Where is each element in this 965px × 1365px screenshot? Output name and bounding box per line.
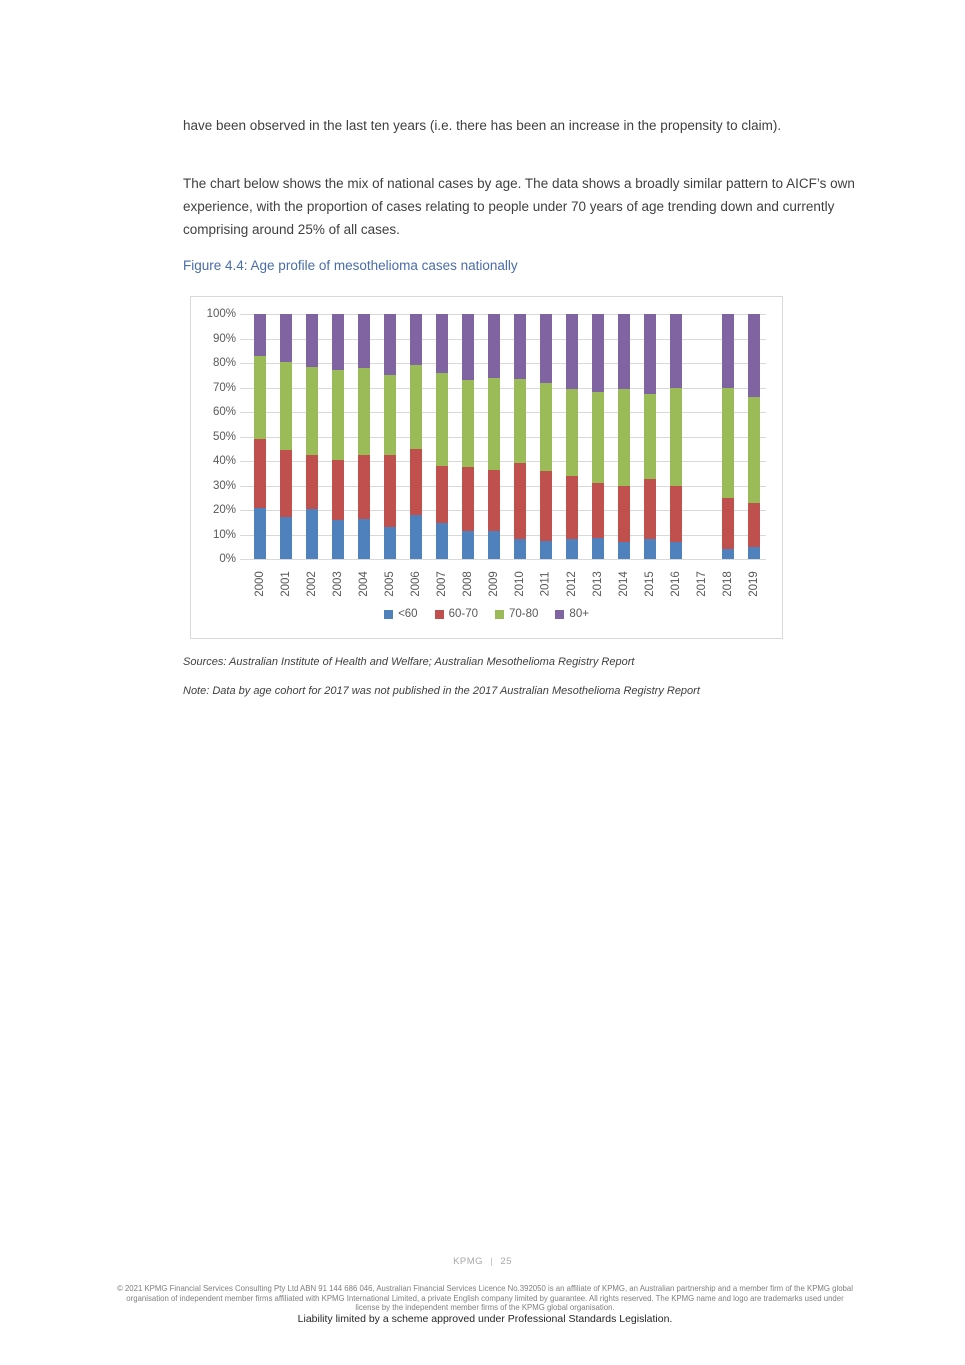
bar-segment-2000-80+ xyxy=(254,314,266,356)
bar-segment-2012-<60 xyxy=(566,539,578,559)
bar-segment-2012-60-70 xyxy=(566,476,578,540)
bar-segment-2004-80+ xyxy=(358,314,370,368)
bar-2003 xyxy=(332,314,344,559)
gridline-20% xyxy=(240,510,766,511)
x-axis-label-2009: 2009 xyxy=(487,571,500,597)
bar-2013 xyxy=(592,314,604,559)
legend-swatch-icon xyxy=(384,610,393,619)
bar-segment-2008-80+ xyxy=(462,314,474,380)
gridline-10% xyxy=(240,535,766,536)
bar-segment-2015-80+ xyxy=(644,314,656,394)
x-axis-label-2005: 2005 xyxy=(383,571,396,597)
bar-segment-2008-70-80 xyxy=(462,380,474,467)
legend-swatch-icon xyxy=(435,610,444,619)
gridline-60% xyxy=(240,412,766,413)
bar-segment-2009-80+ xyxy=(488,314,500,378)
bar-segment-2018-<60 xyxy=(722,549,734,559)
bar-segment-2002-<60 xyxy=(306,509,318,559)
gridline-30% xyxy=(240,486,766,487)
body-paragraph-1: have been observed in the last ten years (i.e. there has been an increase in the propensity to claim). xyxy=(183,118,782,133)
footer-divider: | xyxy=(490,1256,494,1267)
x-axis-label-2015: 2015 xyxy=(643,571,656,597)
bar-segment-2008-<60 xyxy=(462,531,474,559)
bar-segment-2005-60-70 xyxy=(384,455,396,527)
bar-segment-2016-60-70 xyxy=(670,486,682,542)
y-axis-tick-label: 20% xyxy=(212,504,236,516)
bar-segment-2013-60-70 xyxy=(592,483,604,538)
bar-segment-2011-60-70 xyxy=(540,471,552,541)
bar-2017 xyxy=(696,314,708,559)
legend-label: 60-70 xyxy=(448,608,478,620)
x-axis-label-2008: 2008 xyxy=(461,571,474,597)
y-axis-tick-label: 80% xyxy=(212,357,236,369)
bar-segment-2005-<60 xyxy=(384,527,396,559)
bar-segment-2004-60-70 xyxy=(358,455,370,519)
bar-2018 xyxy=(722,314,734,559)
bar-segment-2009-<60 xyxy=(488,531,500,559)
gridline-40% xyxy=(240,461,766,462)
bar-segment-2003-<60 xyxy=(332,520,344,559)
gridline-0% xyxy=(240,559,766,560)
legend-label: 80+ xyxy=(569,608,589,620)
x-axis-label-2016: 2016 xyxy=(669,571,682,597)
bar-segment-2019-60-70 xyxy=(748,503,760,547)
bar-2012 xyxy=(566,314,578,559)
bar-segment-2013-70-80 xyxy=(592,392,604,483)
bar-segment-2010-80+ xyxy=(514,314,526,379)
bar-segment-2004-70-80 xyxy=(358,368,370,455)
footer-page-label xyxy=(0,1256,965,1267)
y-axis-tick-label: 100% xyxy=(206,308,236,320)
x-axis-label-2017: 2017 xyxy=(695,571,708,597)
bar-segment-2014-<60 xyxy=(618,542,630,559)
bar-2005 xyxy=(384,314,396,559)
bar-segment-2011-80+ xyxy=(540,314,552,383)
bar-segment-2002-60-70 xyxy=(306,455,318,509)
bar-segment-2016-80+ xyxy=(670,314,682,388)
bar-segment-2004-<60 xyxy=(358,519,370,559)
legend-item-60-70 xyxy=(435,608,478,620)
x-axis-label-2007: 2007 xyxy=(435,571,448,597)
bar-2011 xyxy=(540,314,552,559)
bar-2010 xyxy=(514,314,526,559)
bar-segment-2019-70-80 xyxy=(748,397,760,502)
bar-segment-2007-80+ xyxy=(436,314,448,373)
footer-page-number: 25 xyxy=(500,1256,512,1267)
bar-segment-2019-80+ xyxy=(748,314,760,397)
x-axis-label-2011: 2011 xyxy=(539,571,552,597)
bar-segment-2000-70-80 xyxy=(254,356,266,439)
bar-segment-2001-60-70 xyxy=(280,450,292,517)
y-axis-tick-label: 30% xyxy=(212,479,236,492)
bar-2007 xyxy=(436,314,448,559)
footer-legal-text: © 2021 KPMG Financial Services Consulting Pty Ltd ABN 91 144 686 046, Australian Financial Services Licence No.392050 is an affiliate of KPMG, an Australian partnership and a member firm of the KPMG global organisation of independent member firms affiliated with KPMG International Limited, a private English company limited by guarantee. All rights reserved. The KPMG name and logo are trademarks used under license by the independent member firms of the KPMG global organisation. xyxy=(117,1284,853,1313)
gridline-70% xyxy=(240,388,766,389)
bar-segment-2013-<60 xyxy=(592,538,604,559)
gridline-100% xyxy=(240,314,766,315)
bar-segment-2001-<60 xyxy=(280,517,292,559)
bar-2004 xyxy=(358,314,370,559)
bar-segment-2000-<60 xyxy=(254,508,266,559)
bar-segment-2010-60-70 xyxy=(514,463,526,539)
bar-segment-2019-<60 xyxy=(748,547,760,559)
bar-2016 xyxy=(670,314,682,559)
bar-2014 xyxy=(618,314,630,559)
bar-segment-2018-70-80 xyxy=(722,388,734,498)
y-axis-tick-label: 50% xyxy=(212,430,236,443)
body-paragraph-2: The chart below shows the mix of national cases by age. The data shows a broadly similar pattern to AICF’s own experience, with the proportion of cases relating to people under 70 years of age trending down and currently comprising around 25% of all cases. xyxy=(183,176,855,237)
bar-segment-2009-70-80 xyxy=(488,378,500,470)
x-axis-label-2012: 2012 xyxy=(565,571,578,597)
gridline-80% xyxy=(240,363,766,364)
bar-segment-2007-60-70 xyxy=(436,466,448,524)
footer-brand: KPMG xyxy=(453,1256,484,1267)
bar-segment-2005-80+ xyxy=(384,314,396,375)
x-axis-label-2002: 2002 xyxy=(305,571,318,597)
bar-segment-2010-<60 xyxy=(514,539,526,559)
bar-2002 xyxy=(306,314,318,559)
gridline-90% xyxy=(240,339,766,340)
age-profile-stacked-bar-chart xyxy=(190,296,783,639)
legend-label: <60 xyxy=(398,608,418,620)
x-axis-label-2018: 2018 xyxy=(721,571,734,597)
legend-swatch-icon xyxy=(555,610,564,619)
legend-item-80+ xyxy=(555,608,589,620)
bar-segment-2001-70-80 xyxy=(280,362,292,450)
bar-segment-2012-80+ xyxy=(566,314,578,389)
bar-segment-2011-<60 xyxy=(540,541,552,559)
bar-segment-2006-80+ xyxy=(410,314,422,365)
y-axis-tick-label: 60% xyxy=(212,406,236,418)
x-axis-label-2014: 2014 xyxy=(617,571,630,597)
bar-segment-2018-80+ xyxy=(722,314,734,388)
bar-2008 xyxy=(462,314,474,559)
bar-segment-2018-60-70 xyxy=(722,498,734,549)
x-axis-label-2003: 2003 xyxy=(331,571,344,597)
x-axis-label-2019: 2019 xyxy=(747,571,760,597)
bar-segment-2001-80+ xyxy=(280,314,292,362)
sources-note: Sources: Australian Institute of Health and Welfare; Australian Mesothelioma Registry Report xyxy=(183,656,635,668)
bar-2019 xyxy=(748,314,760,559)
data-availability-note: Note: Data by age cohort for 2017 was not published in the 2017 Australian Mesothelioma Registry Report xyxy=(183,685,700,697)
bar-segment-2016-<60 xyxy=(670,542,682,559)
bar-2000 xyxy=(254,314,266,559)
bar-segment-2005-70-80 xyxy=(384,375,396,455)
legend-item-<60 xyxy=(384,608,418,620)
footer-liability-text: Liability limited by a scheme approved under Professional Standards Legislation. xyxy=(297,1313,673,1325)
bar-segment-2016-70-80 xyxy=(670,388,682,486)
bar-segment-2015-70-80 xyxy=(644,394,656,480)
bar-segment-2008-60-70 xyxy=(462,467,474,531)
legend-label: 70-80 xyxy=(509,608,539,620)
x-axis-label-2006: 2006 xyxy=(409,571,422,597)
bar-segment-2014-60-70 xyxy=(618,486,630,542)
bar-segment-2003-60-70 xyxy=(332,460,344,520)
gridline-50% xyxy=(240,437,766,438)
bar-segment-2012-70-80 xyxy=(566,389,578,476)
bar-segment-2003-70-80 xyxy=(332,370,344,459)
bar-2001 xyxy=(280,314,292,559)
bar-2015 xyxy=(644,314,656,559)
legend-swatch-icon xyxy=(495,610,504,619)
bar-segment-2007-70-80 xyxy=(436,373,448,466)
y-axis-tick-label: 10% xyxy=(212,528,236,541)
bar-segment-2006-70-80 xyxy=(410,365,422,448)
bar-segment-2013-80+ xyxy=(592,314,604,392)
bar-segment-2002-70-80 xyxy=(306,367,318,455)
bar-segment-2015-<60 xyxy=(644,539,656,559)
bar-segment-2011-70-80 xyxy=(540,383,552,471)
bar-segment-2009-60-70 xyxy=(488,470,500,531)
bar-2009 xyxy=(488,314,500,559)
bar-segment-2015-60-70 xyxy=(644,479,656,539)
bar-segment-2000-60-70 xyxy=(254,439,266,508)
y-axis-tick-label: 0% xyxy=(219,553,236,565)
bar-segment-2006-<60 xyxy=(410,515,422,559)
x-axis-label-2010: 2010 xyxy=(513,571,526,597)
x-axis-label-2000: 2000 xyxy=(253,571,266,597)
figure-title: Figure 4.4: Age profile of mesothelioma cases nationally xyxy=(183,258,518,273)
bar-segment-2010-70-80 xyxy=(514,379,526,464)
chart-legend xyxy=(191,608,782,620)
bar-segment-2007-<60 xyxy=(436,523,448,559)
bar-segment-2014-80+ xyxy=(618,314,630,389)
bar-2006 xyxy=(410,314,422,559)
y-axis-tick-label: 90% xyxy=(212,332,236,345)
legend-item-70-80 xyxy=(495,608,538,620)
y-axis-tick-label: 40% xyxy=(212,455,236,467)
bar-segment-2014-70-80 xyxy=(618,389,630,486)
bar-segment-2006-60-70 xyxy=(410,449,422,515)
x-axis-label-2001: 2001 xyxy=(279,571,292,597)
bar-segment-2003-80+ xyxy=(332,314,344,370)
x-axis-label-2004: 2004 xyxy=(357,571,370,597)
x-axis-label-2013: 2013 xyxy=(591,571,604,597)
bar-segment-2002-80+ xyxy=(306,314,318,367)
y-axis-tick-label: 70% xyxy=(212,381,236,394)
